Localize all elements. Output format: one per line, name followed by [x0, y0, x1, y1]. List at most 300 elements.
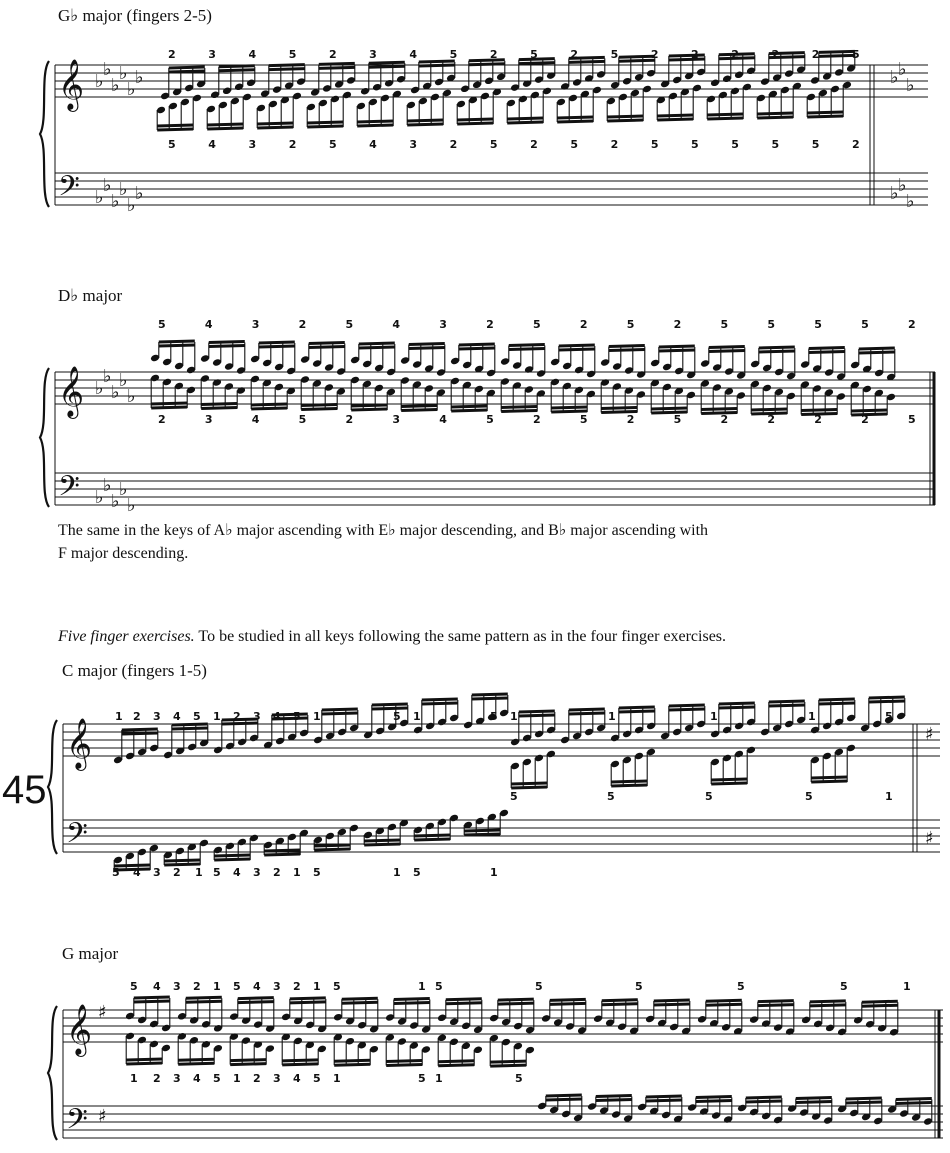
- fingering-db-top: [158, 318, 916, 331]
- beam: [711, 779, 747, 780]
- flat-icon: ♭: [95, 187, 104, 208]
- beam: [511, 787, 547, 788]
- flat-icon: ♭: [103, 475, 112, 496]
- fingering-number: 2: [449, 138, 458, 151]
- fingering-number: 2: [767, 413, 776, 426]
- fingering-number: 5: [673, 413, 682, 426]
- beam: [602, 1004, 638, 1005]
- fingering-number: 1: [130, 1072, 138, 1085]
- fingering-number: 5: [490, 710, 498, 723]
- bass-staff-db: [55, 473, 935, 505]
- fingering-number: 3: [369, 48, 377, 61]
- five-finger-heading: Five finger exercises.: [58, 628, 195, 645]
- beam: [501, 407, 537, 408]
- fingering-number: 5: [393, 710, 401, 723]
- fingering-number: 5: [510, 790, 518, 803]
- fingering-number: 3: [392, 413, 401, 426]
- beam: [550, 999, 586, 1000]
- beam: [707, 118, 743, 119]
- beam: [207, 124, 243, 125]
- beam: [472, 694, 508, 695]
- fingering-number: 1: [195, 866, 203, 879]
- fingering-number: 5: [435, 980, 443, 993]
- beam: [709, 347, 745, 348]
- fingering-number: 2: [298, 318, 307, 331]
- beam: [230, 1064, 266, 1065]
- fingering-number: 2: [771, 48, 780, 61]
- treble-clef: 𝄞: [66, 1004, 93, 1055]
- fingering-number: 5: [610, 48, 619, 61]
- beam: [157, 129, 193, 130]
- fingering-number: 1: [435, 1072, 443, 1085]
- flat-icon: ♭: [898, 175, 907, 196]
- beam: [607, 116, 643, 117]
- fingering-number: 2: [579, 318, 588, 331]
- beam: [369, 62, 405, 63]
- beam: [757, 117, 793, 118]
- beam: [896, 1103, 932, 1104]
- section-title-db: D♭ major: [58, 286, 123, 305]
- beam: [446, 1003, 482, 1004]
- beam: [659, 346, 695, 347]
- fingering-number: 4: [153, 980, 161, 993]
- beam: [164, 860, 200, 861]
- flat-icon: ♭: [111, 382, 120, 403]
- beam: [596, 1096, 632, 1097]
- beam: [490, 1065, 526, 1066]
- beam: [407, 124, 443, 125]
- fingering-number: 5: [489, 138, 498, 151]
- beam: [230, 1060, 266, 1061]
- beam: [557, 117, 593, 118]
- beam: [159, 341, 195, 342]
- beam: [372, 708, 408, 709]
- beam: [669, 705, 705, 706]
- beam: [178, 1063, 214, 1064]
- beam: [759, 351, 795, 352]
- fingering-number: 5: [193, 710, 201, 723]
- fingering-number: 3: [204, 413, 213, 426]
- beam: [701, 413, 737, 414]
- beam: [364, 840, 400, 841]
- fingering-number: 5: [805, 790, 813, 803]
- beam: [654, 1000, 690, 1001]
- fingering-number: 2: [489, 48, 498, 61]
- fingering-number: 5: [840, 980, 848, 993]
- fingering-number: 2: [691, 48, 699, 61]
- beam: [701, 409, 737, 410]
- beam: [342, 998, 378, 999]
- flat-icon: ♭: [111, 75, 120, 96]
- beam: [601, 408, 637, 409]
- fingering-number: 2: [345, 413, 354, 426]
- fingering-number: 3: [153, 710, 161, 723]
- beam: [446, 999, 482, 1000]
- fingering-number: 1: [808, 710, 816, 723]
- beam: [472, 698, 508, 699]
- flat-icon: ♭: [906, 75, 915, 96]
- fingering-number: 5: [313, 866, 321, 879]
- note-line-2: F major descending.: [58, 545, 189, 562]
- beam: [290, 998, 326, 999]
- fingering-number: 2: [328, 48, 337, 61]
- fingering-number: 5: [530, 48, 538, 61]
- brace: [40, 61, 49, 207]
- beam: [334, 1060, 370, 1061]
- fingering-number: 1: [885, 790, 893, 803]
- key-signature-g-bass: [98, 1106, 107, 1127]
- fingering-number: 4: [208, 138, 216, 151]
- fingering-number: 2: [486, 318, 494, 331]
- fingering-number: 1: [115, 710, 123, 723]
- beam: [707, 114, 743, 115]
- fingering-number: 5: [767, 318, 776, 331]
- brace: [48, 1006, 57, 1140]
- beam: [209, 346, 245, 347]
- beam: [519, 711, 555, 712]
- beam: [301, 405, 337, 406]
- fingering-number: 5: [130, 980, 138, 993]
- key-change-c-treble: [925, 724, 934, 745]
- brace: [40, 368, 49, 507]
- fingering-number: 4: [233, 866, 241, 879]
- fingering-number: 2: [158, 413, 166, 426]
- fingering-number: 2: [153, 1072, 161, 1085]
- beam: [257, 127, 293, 128]
- beam: [178, 1059, 214, 1060]
- beam: [619, 60, 655, 61]
- beam: [809, 352, 845, 353]
- beam: [746, 1097, 782, 1098]
- beam: [359, 343, 395, 344]
- beam: [309, 343, 345, 344]
- beam: [122, 733, 158, 734]
- beam: [301, 409, 337, 410]
- bass-staff-g: [63, 1106, 943, 1138]
- beam: [519, 715, 555, 716]
- beam: [409, 344, 445, 345]
- key-signature-g-treble: [98, 1002, 107, 1023]
- beam: [457, 123, 493, 124]
- beam: [557, 121, 593, 122]
- fingering-number: 3: [208, 48, 216, 61]
- beam: [209, 342, 245, 343]
- fingering-number: 3: [409, 138, 418, 151]
- beam: [126, 1059, 162, 1060]
- beam: [257, 123, 293, 124]
- beam: [414, 839, 450, 840]
- flat-icon: ♭: [890, 67, 899, 88]
- beam: [896, 1099, 932, 1100]
- beam: [357, 125, 393, 126]
- fingering-g-bottom: [130, 1072, 523, 1085]
- fingering-number: 5: [607, 790, 615, 803]
- fingering-number: 1: [608, 710, 616, 723]
- beam: [409, 348, 445, 349]
- fingering-number: 5: [731, 138, 739, 151]
- fingering-number: 2: [233, 710, 241, 723]
- beam: [602, 1000, 638, 1001]
- fingering-number: 2: [253, 1072, 261, 1085]
- beam: [169, 67, 205, 68]
- beam: [509, 349, 545, 350]
- beam: [811, 781, 847, 782]
- flat-icon: ♭: [103, 175, 112, 196]
- beam: [609, 350, 645, 351]
- beam: [769, 705, 805, 706]
- beam: [164, 864, 200, 865]
- beam: [819, 51, 855, 52]
- fingering-number: 1: [313, 710, 321, 723]
- beam: [619, 56, 655, 57]
- fingering-number: 4: [293, 1072, 301, 1085]
- beam: [490, 1061, 526, 1062]
- fingering-number: 5: [233, 980, 241, 993]
- fingering-number: 4: [253, 980, 261, 993]
- fingering-number: 4: [248, 48, 257, 61]
- flat-icon: ♭: [119, 479, 128, 500]
- fingering-number: 3: [153, 866, 161, 879]
- beam: [386, 1061, 422, 1062]
- fingering-number: 4: [369, 138, 377, 151]
- fingering-number: 2: [533, 413, 541, 426]
- beam: [819, 703, 855, 704]
- flat-icon: ♭: [127, 495, 136, 516]
- beam: [407, 120, 443, 121]
- fingering-number: 3: [253, 866, 261, 879]
- beam: [809, 348, 845, 349]
- beam: [807, 116, 843, 117]
- fingering-number: 2: [861, 413, 869, 426]
- beam: [457, 119, 493, 120]
- beam: [550, 1003, 586, 1004]
- beam: [651, 408, 687, 409]
- beam: [314, 845, 350, 846]
- beam: [611, 785, 647, 786]
- fingering-number: 5: [626, 318, 635, 331]
- beam: [419, 65, 455, 66]
- section-title-gb: G♭ major (fingers 2-5): [58, 6, 212, 25]
- fingering-number: 3: [273, 1072, 281, 1085]
- beam: [251, 408, 287, 409]
- fingering-number: 4: [409, 48, 418, 61]
- beam: [251, 404, 287, 405]
- fingering-number: 3: [173, 980, 181, 993]
- fingering-number: 2: [530, 138, 538, 151]
- beam: [859, 352, 895, 353]
- fingering-number: 5: [885, 710, 893, 723]
- fingering-number: 5: [213, 1072, 221, 1085]
- fingering-number: 5: [737, 980, 745, 993]
- fingering-number: 4: [439, 413, 447, 426]
- brace: [48, 720, 57, 854]
- note-line-1: The same in the keys of A♭ major ascending with E♭ major descending, and B♭ major ascending with: [58, 522, 709, 539]
- beam: [509, 345, 545, 346]
- beam: [322, 709, 358, 710]
- fingering-number: 3: [251, 318, 260, 331]
- beam: [611, 781, 647, 782]
- beam: [801, 410, 837, 411]
- beam: [238, 1002, 274, 1003]
- beam: [498, 1003, 534, 1004]
- beam: [646, 1096, 682, 1097]
- fingering-number: 1: [213, 710, 221, 723]
- beam: [364, 844, 400, 845]
- beam: [607, 120, 643, 121]
- beam: [359, 347, 395, 348]
- flat-icon: ♭: [111, 191, 120, 212]
- beam: [759, 347, 795, 348]
- beam: [498, 999, 534, 1000]
- fingering-number: 3: [253, 710, 261, 723]
- fingering-number: 2: [570, 48, 579, 61]
- beam: [669, 709, 705, 710]
- flat-icon: ♭: [890, 183, 899, 204]
- beam: [651, 412, 687, 413]
- fingering-number: 5: [570, 138, 579, 151]
- beam: [459, 344, 495, 345]
- fingering-number: 2: [650, 48, 659, 61]
- fingering-number: 5: [112, 866, 120, 879]
- fingering-number: 5: [533, 318, 541, 331]
- flat-icon: ♭: [95, 378, 104, 399]
- beam: [438, 1065, 474, 1066]
- beam: [134, 997, 170, 998]
- beam: [351, 405, 387, 406]
- flat-icon: ♭: [135, 183, 144, 204]
- flat-icon: ♭: [103, 366, 112, 387]
- fingering-number: 5: [345, 318, 354, 331]
- beam: [519, 63, 555, 64]
- fingering-number: 5: [705, 790, 713, 803]
- beam: [319, 63, 355, 64]
- fingering-number: 1: [393, 866, 401, 879]
- fingering-number: 4: [173, 710, 181, 723]
- beam: [422, 703, 458, 704]
- bass-staff-gb: [55, 173, 928, 205]
- beam: [334, 1064, 370, 1065]
- beam: [659, 350, 695, 351]
- beam: [469, 64, 505, 65]
- beam: [169, 71, 205, 72]
- beam: [796, 1102, 832, 1103]
- fingering-number: 1: [213, 980, 221, 993]
- beam: [314, 849, 350, 850]
- beam: [342, 1002, 378, 1003]
- beam: [269, 65, 305, 66]
- fingering-number: 2: [273, 866, 281, 879]
- fingering-number: 4: [204, 318, 213, 331]
- beam: [134, 1001, 170, 1002]
- flat-icon: ♭: [111, 491, 120, 512]
- fingering-number: 5: [449, 48, 458, 61]
- fingering-number: 2: [293, 980, 301, 993]
- beam: [796, 1098, 832, 1099]
- beam: [619, 707, 655, 708]
- flat-icon: ♭: [127, 195, 136, 216]
- bass-clef: 𝄢: [58, 470, 80, 510]
- fingering-number: 1: [293, 866, 301, 879]
- beam: [758, 1005, 794, 1006]
- treble-clef: 𝄞: [66, 718, 93, 769]
- beam: [819, 699, 855, 700]
- beam: [654, 1004, 690, 1005]
- beam: [769, 701, 805, 702]
- beam: [657, 115, 693, 116]
- fingering-number: 4: [133, 866, 141, 879]
- flat-icon: ♭: [95, 487, 104, 508]
- beam: [869, 701, 905, 702]
- sharp-icon: ♯: [98, 1106, 107, 1127]
- fingering-number: 2: [720, 413, 729, 426]
- beam: [238, 998, 274, 999]
- beam: [214, 859, 250, 860]
- beam: [546, 1095, 582, 1096]
- fingering-number: 5: [908, 413, 916, 426]
- fingering-number: 5: [413, 866, 421, 879]
- fingering-number: 4: [392, 318, 401, 331]
- beam: [269, 69, 305, 70]
- fingering-number: 4: [193, 1072, 201, 1085]
- beam: [669, 55, 705, 56]
- beam: [669, 59, 705, 60]
- beam: [511, 783, 547, 784]
- beam: [569, 61, 605, 62]
- fingering-number: 2: [168, 48, 176, 61]
- bass-clef: 𝄢: [58, 170, 80, 210]
- fingering-number: 3: [173, 1072, 181, 1085]
- fingering-number: 5: [293, 710, 301, 723]
- page-number: 45: [2, 768, 47, 812]
- beam: [709, 351, 745, 352]
- fingering-number: 5: [635, 980, 643, 993]
- beam: [438, 1061, 474, 1062]
- fingering-number: 5: [691, 138, 699, 151]
- beam: [451, 406, 487, 407]
- fingering-c-bottom: [112, 866, 498, 879]
- beam: [811, 777, 847, 778]
- beam: [122, 729, 158, 730]
- section-title-c: C major (fingers 1-5): [62, 661, 207, 680]
- beam: [464, 830, 500, 831]
- beam: [869, 697, 905, 698]
- beam: [646, 1100, 682, 1101]
- beam: [696, 1101, 732, 1102]
- beam: [151, 407, 187, 408]
- fingering-number: 5: [811, 138, 820, 151]
- fingering-number: 5: [579, 413, 588, 426]
- beam: [151, 403, 187, 404]
- fingering-number: 2: [814, 413, 822, 426]
- beam: [559, 345, 595, 346]
- beam: [201, 408, 237, 409]
- fingering-g-top: [130, 980, 911, 993]
- fingering-number: 2: [133, 710, 141, 723]
- beam: [507, 122, 543, 123]
- fingering-number: 4: [273, 710, 281, 723]
- beam: [214, 855, 250, 856]
- fingering-number: 4: [251, 413, 260, 426]
- fingering-number: 2: [908, 318, 916, 331]
- fingering-number: 1: [490, 866, 498, 879]
- beam: [609, 346, 645, 347]
- beam: [259, 342, 295, 343]
- fingering-number: 5: [313, 1072, 321, 1085]
- beam: [851, 414, 887, 415]
- beam: [419, 61, 455, 62]
- beam: [394, 1003, 430, 1004]
- beam: [719, 703, 755, 704]
